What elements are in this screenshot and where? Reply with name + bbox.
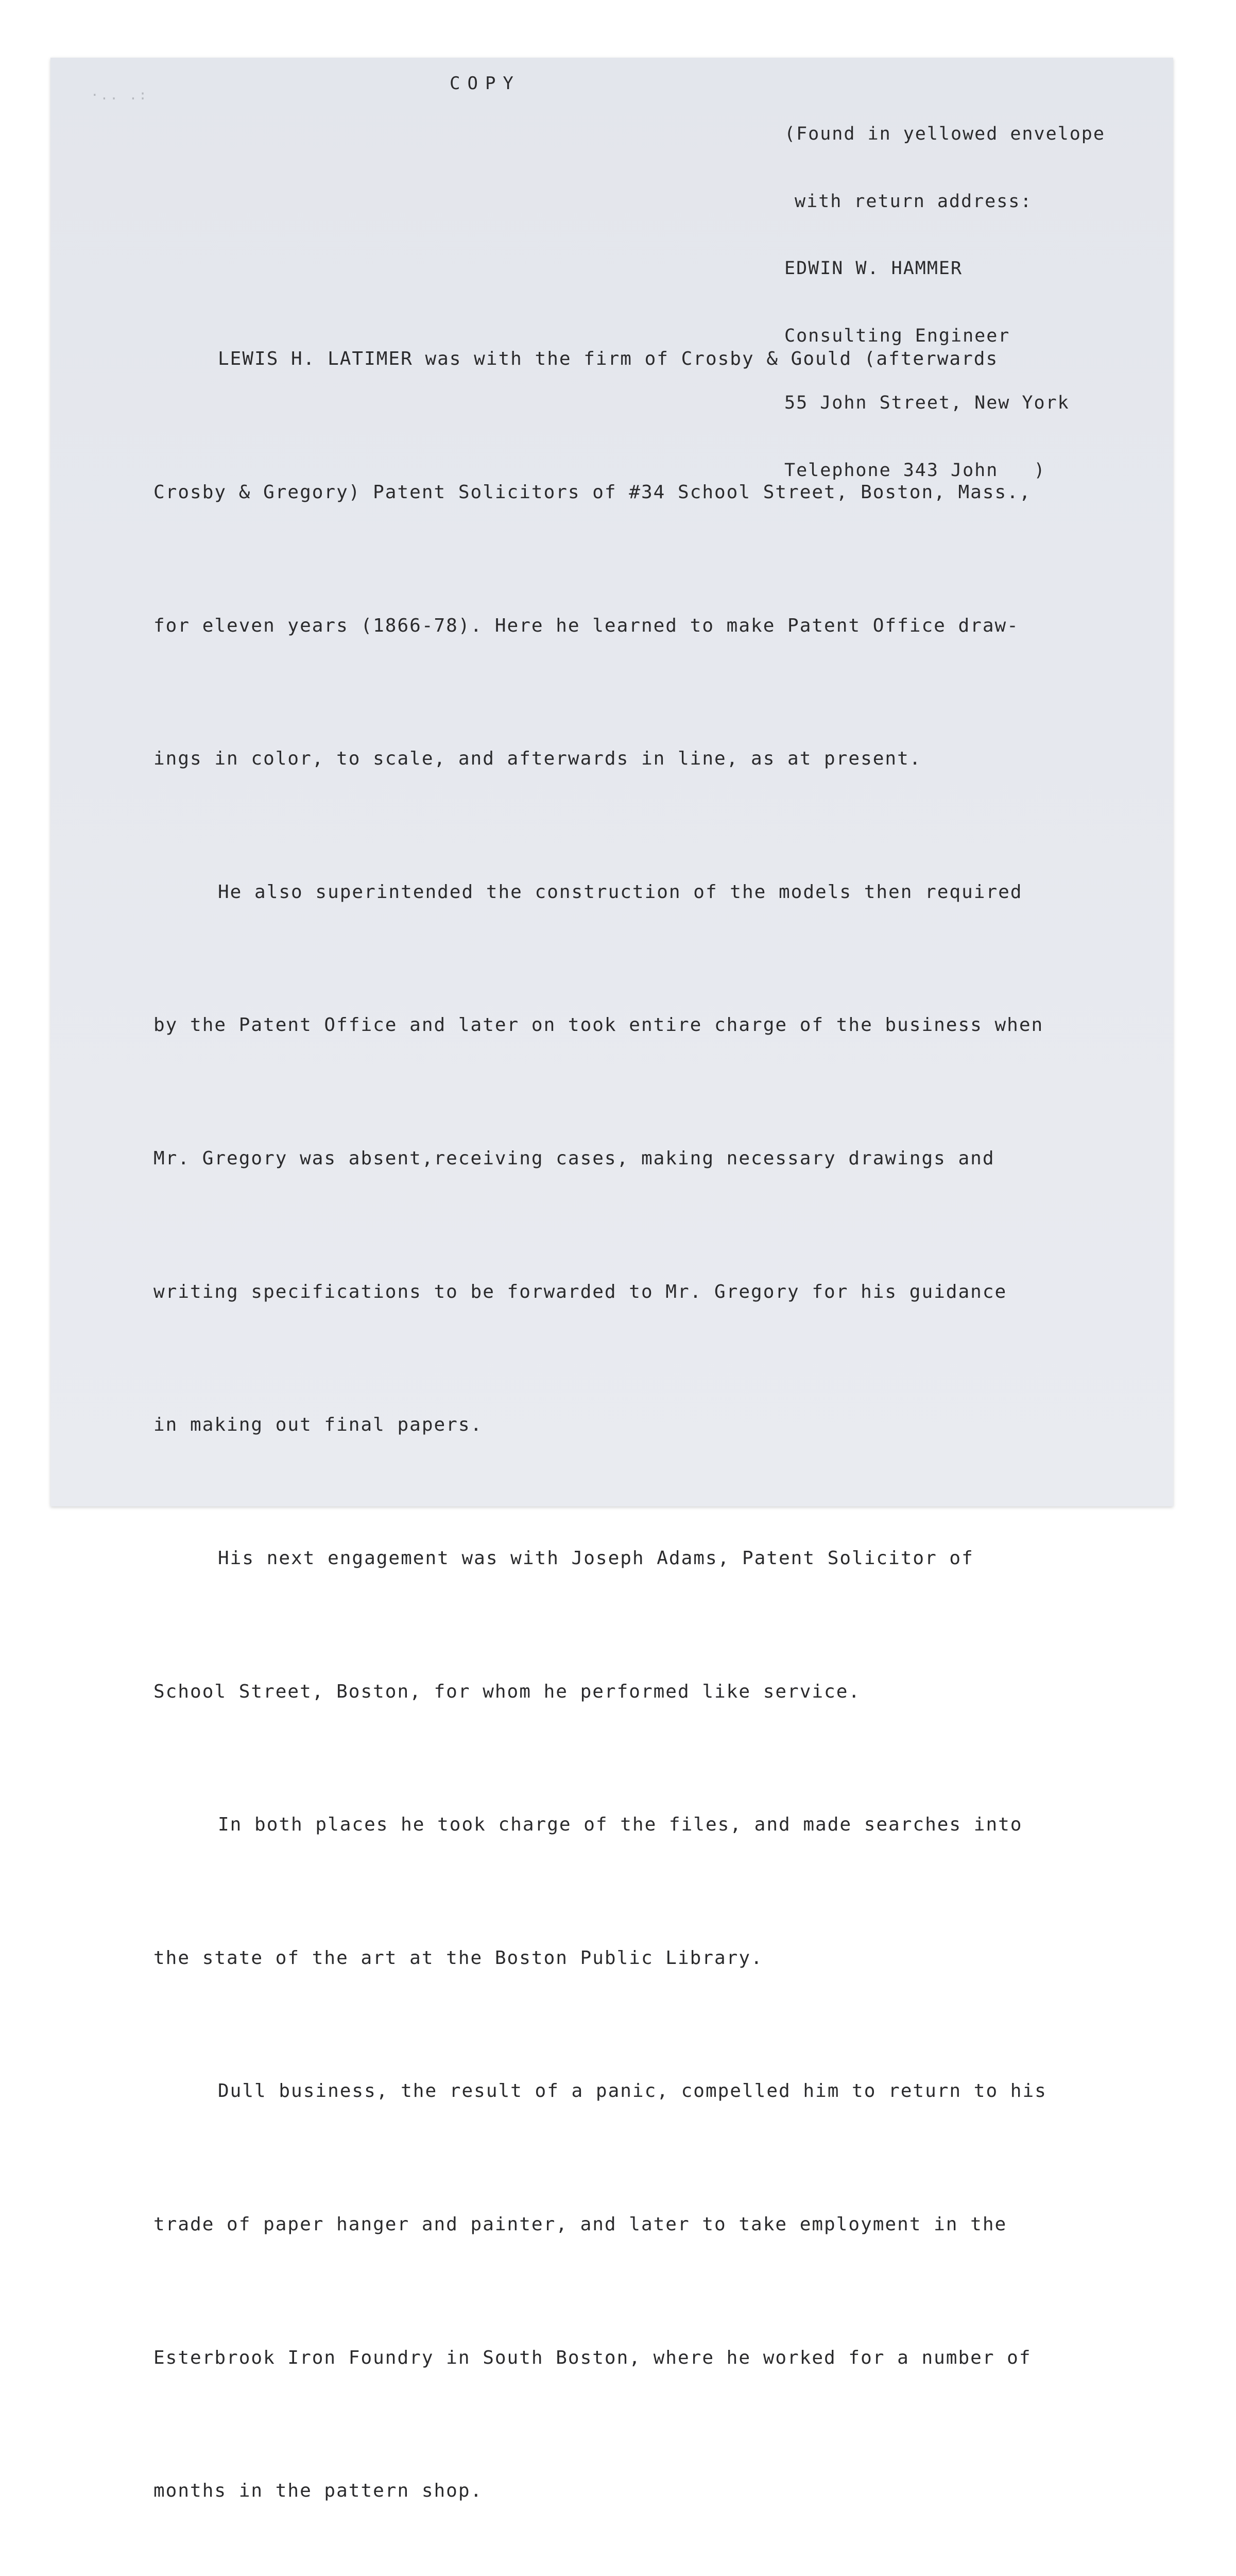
paragraph-line: the state of the art at the Boston Public Library. bbox=[153, 1947, 763, 1969]
paragraph-line: His next engagement was with Joseph Adams, Patent Solicitor of bbox=[218, 1547, 974, 1569]
paragraph-line: Crosby & Gregory) Patent Solicitors of #34 School Street, Boston, Mass., bbox=[153, 482, 1032, 503]
paragraph-line: Dull business, the result of a panic, compelled him to return to his bbox=[218, 2080, 1047, 2102]
envelope-note-line: EDWIN W. HAMMER bbox=[784, 258, 963, 279]
paragraph-line: LEWIS H. LATIMER was with the firm of Crosby & Gould (afterwards bbox=[218, 348, 999, 370]
paragraph-line: He also superintended the construction of the models then required bbox=[218, 881, 1023, 903]
paragraph-line: for eleven years (1866-78). Here he learned to make Patent Office draw- bbox=[153, 615, 1019, 636]
paragraph-line: School Street, Boston, for whom he performed like service. bbox=[153, 1681, 861, 1702]
copy-label: COPY bbox=[450, 73, 521, 94]
paragraph-line: in making out final papers. bbox=[153, 1414, 483, 1436]
paragraph-line: writing specifications to be forwarded to Mr. Gregory for his guidance bbox=[153, 1281, 1007, 1302]
paragraph-line: by the Patent Office and later on took entire charge of the business when bbox=[153, 1014, 1044, 1036]
corner-mark: ·.. .: bbox=[91, 88, 148, 103]
envelope-note-line: Telephone 343 John ) bbox=[784, 460, 1046, 481]
paragraph-line: ings in color, to scale, and afterwards in line, as at present. bbox=[153, 748, 922, 770]
envelope-note-line: (Found in yellowed envelope bbox=[784, 124, 1105, 144]
paragraph-line: Mr. Gregory was absent,receiving cases, making necessary drawings and bbox=[153, 1148, 995, 1170]
typewritten-page bbox=[50, 58, 1173, 2502]
envelope-note-line: with return address: bbox=[795, 191, 1033, 212]
paragraph-line: trade of paper hanger and painter, and later to take employment in the bbox=[153, 2213, 1007, 2235]
paragraph-line: months in the pattern shop. bbox=[153, 2480, 483, 2502]
paragraph-line: Esterbrook Iron Foundry in South Boston, where he worked for a number of bbox=[153, 2347, 1032, 2368]
envelope-note-line: 55 John Street, New York bbox=[784, 393, 1070, 413]
paragraph-line: In both places he took charge of the files, and made searches into bbox=[218, 1814, 1023, 1836]
body-text bbox=[153, 248, 1173, 2576]
envelope-note-line: Consulting Engineer bbox=[784, 325, 1010, 346]
